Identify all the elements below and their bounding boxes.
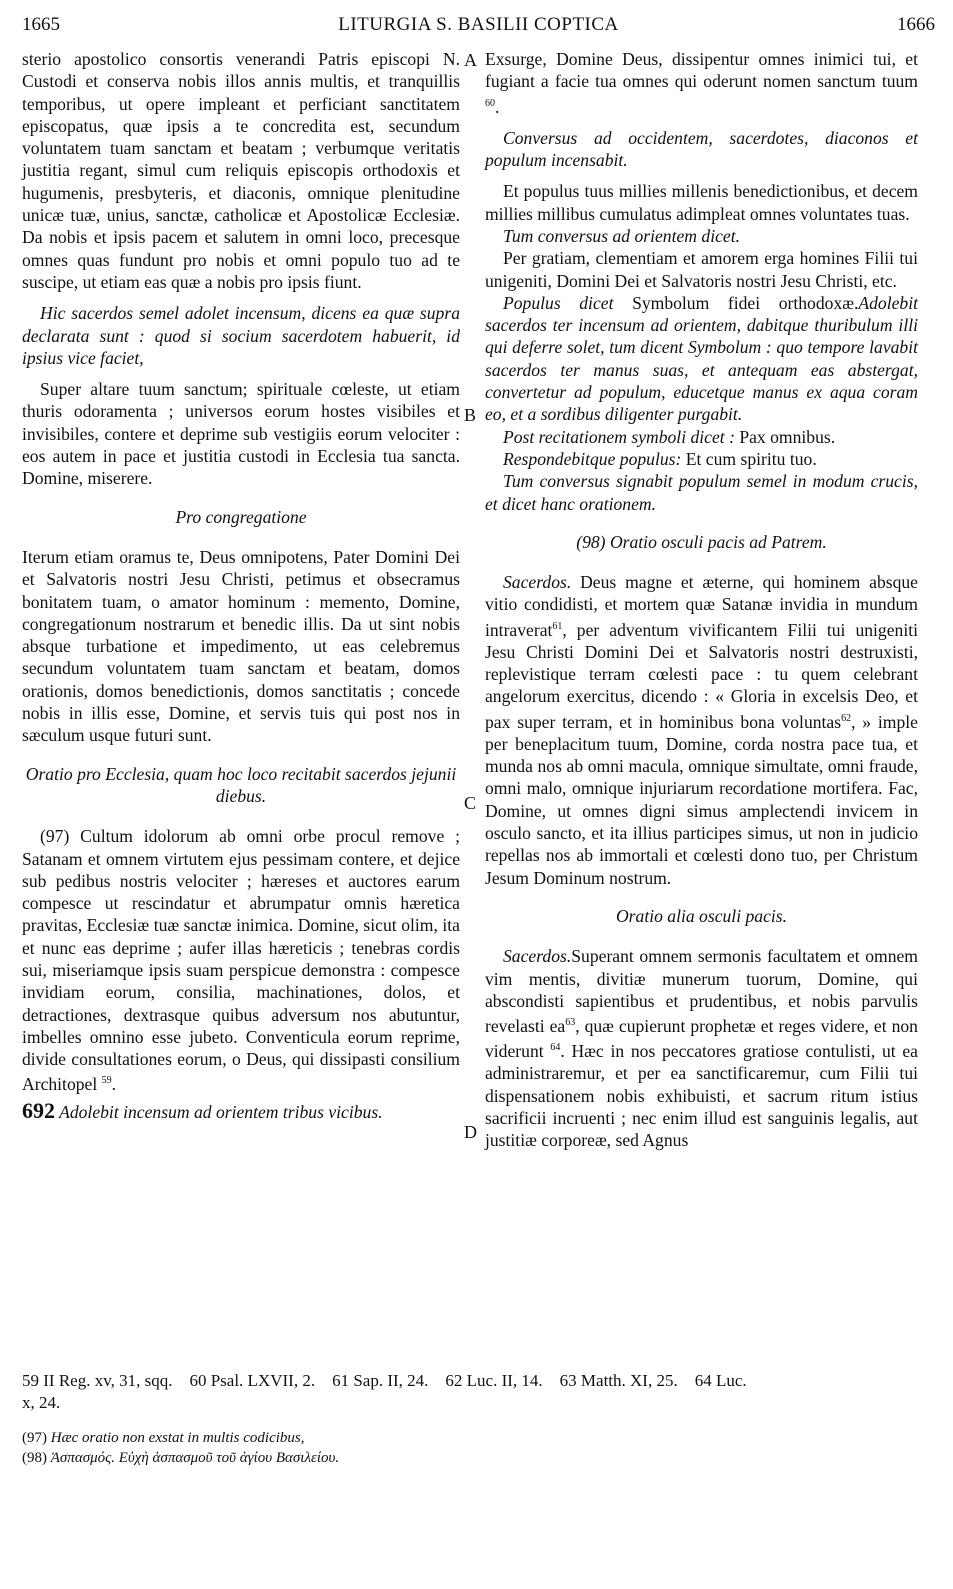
margin-letter-c: C <box>464 793 477 813</box>
paragraph: Super altare tuum sanctum; spirituale cœleste, ut etiam thuris odoramenta ; universos eorum hostes visibiles et invisibiles, contere et deprime sub vestigiis eorum velociter : eos autem in pace et justitia custodi in Ecclesia tua sancta. Domine, miserere. <box>22 379 460 489</box>
paragraph-text: , » imple per beneplacitum tuum, Domine, corda nostra pace tua, et munda nos ab omni macula, omnique simultate, omni fraude, omni malo, omnique injuriarum recordatione mortifera. Fac, Domine, ut omnes digni simus amplectendi invicem in osculo sancto, et ita illius participes simus, ut non in judicio repellas nos ab immortali et cœlesti dono tuo, per Christum Jesum Dominum nostrum. <box>485 711 918 888</box>
paragraph-text: Superant omnem sermonis facultatem et omnem vim mentis, divitiæ munerum tuorum, Domine, qui abscondisti sapientibus et prudentibus, et nobis parvulis revelasti ea <box>485 946 918 1037</box>
footnote-ref: 60 <box>485 97 495 109</box>
footnote-ref: 59 <box>101 1075 112 1087</box>
footnote-text: Hæc oratio non exstat in multis codicibus, <box>50 1430 305 1446</box>
rubric: Hic sacerdos semel adolet incensum, dicens ea quæ supra declarata sunt : quod si socium sacerdotem habuerit, id ipsius vice faciet, <box>22 303 460 368</box>
paragraph <box>485 292 918 426</box>
section-heading: Pro congregatione <box>175 506 307 527</box>
page-number-left: 1665 <box>22 14 60 35</box>
paragraph: Per gratiam, clementiam et amorem erga homines Filii tui unigeniti, Domini Dei et Salvatoris nostri Jesu Christi, etc. <box>485 248 918 291</box>
rubric <box>22 1097 460 1123</box>
column-number: 692 <box>22 1097 55 1123</box>
footnote: 62 Luc. II, 14. <box>445 1371 543 1390</box>
footnote-marker: (97) <box>22 1430 47 1446</box>
paragraph-text: , per adventum vivificantem Filii tui unigeniti Jesu Christi Domini Dei et Salvatoris nostri destruxisti, replevistique terram cœlesti pace : tu quem celebrant angelorum exercitus, dicendo : « Gloria in excelsis Deo, et pax super terram, et in hominibus bona voluntas <box>485 619 918 732</box>
rubric: Tum conversus signabit populum semel in modum crucis, et dicet hanc orationem. <box>485 471 918 514</box>
footnote: 61 Sap. II, 24. <box>332 1371 429 1390</box>
right-column <box>485 48 918 1152</box>
margin-letter-a: A <box>464 50 477 70</box>
rubric-lead: Respondebitque populus: <box>503 448 682 469</box>
footnote-continuation: x, 24. <box>22 1393 61 1412</box>
footnote: 59 II Reg. xv, 31, sqq. <box>22 1371 173 1390</box>
rubric: Tum conversus ad orientem dicet. <box>503 225 740 246</box>
footnote-ref: 63 <box>565 1017 576 1029</box>
rubric-lead: Post recitationem symboli dicet : <box>503 426 735 447</box>
paragraph-text: . Hæc in nos peccatores gratiose contulisti, ut ea administraremur, et per ea sanctificaremur, cum Filii tui dispensationem nobis exhibuisti, et sacrum ritum istius sacrificii incruenti ; nec enim illud est sanguinis legalis, aut justitiæ corporeæ, sed Agnus <box>485 1041 918 1151</box>
paragraph: Iterum etiam oramus te, Deus omnipotens, Pater Domini Dei et Salvatoris nostri Jesu Christi, petimus et obsecramus bonitatem tuam, o amator hominum : memento, Domine, congregationum nostrarum et benedic illis. Da ut sint nobis absque turbatione et impedimento, ut eas celebremus secundum voluntatem tuam sanctam et beatam, domos orationis, domos benedictionis, domos sanctitatis ; concede nobis in illis esse, Domine, et servis tuis qui post nos in sæculum usque futuri sunt. <box>22 546 460 746</box>
rubric-text: Adolebit sacerdos ter incensum ad orientem, dabitque thuribulum illi qui deferre solet, tum dicent Symbolum : quo tempore lavabit sacerdos ter manus suas, et antequam eas abstergat, convertetur ad populum, educetque manus ex aqua coram eo, et a sordibus diligenter purgabit. <box>485 292 919 425</box>
rubric-text: Adolebit incensum ad orientem tribus vicibus. <box>59 1101 383 1122</box>
paragraph: Exsurge, Domine Deus, dissipentur omnes inimici tui, et fugiant a facie tua omnes qui oderunt nomen sanctum tuum $^{60}$. <box>485 49 918 117</box>
footnote: 63 Matth. XI, 25. <box>559 1371 678 1390</box>
paragraph-text: Pax omnibus. <box>734 426 836 447</box>
footnote-ref: 64 <box>550 1042 561 1054</box>
paragraph <box>485 448 918 470</box>
paragraph-text: (97) Cultum idolorum ab omni orbe procul remove ; Satanam et omnem virtutem ejus pessimam contere, et dejice sub pedibus nostris velociter ; hæreses et auctores earum compesce ut rescindatur et abrumpatur omnis hæretica pravitas, Ecclesiæ tuæ sanctæ inimica. Domine, sicut olim, ita et nunc eas deprime ; aufer illas hæreticis ; tenebras cordis sui, miseriamque ipsis suam perspicue demonstra : compesce invidiam eorum, consilia, machinationes, dolos, et detractiones, dextrasque quibus adversum nos abutuntur, imbelles omnino esse jubeto. Conventicula eorum reprime, divide consultationes eorum, o Deus, qui dissipasti consilium Architopel <box>22 826 460 1095</box>
paragraph-text: Deus magne et æterne, qui hominem absque vitio condidisti, et mortem quæ Satanæ invidia in mundum intraverat <box>485 572 918 640</box>
running-title: LITURGIA S. BASILII COPTICA <box>338 14 619 35</box>
footnote: 60 Psal. LXVII, 2. <box>189 1371 316 1390</box>
paragraph-text: Et cum spiritu tuo. <box>681 448 817 469</box>
rubric-lead: Populus dicet <box>503 292 614 313</box>
footnote: 64 Luc. <box>694 1371 747 1390</box>
speaker: Sacerdos. <box>503 946 572 967</box>
margin-letter-d: D <box>464 1122 477 1142</box>
footnote <box>22 1448 927 1468</box>
paragraph-text: , quæ cupierunt prophetæ et reges videre, et non viderunt <box>485 1016 918 1062</box>
paragraph: Et populus tuus millies millenis benedictionibus, et decem millies millibus cumulatus adimpleat omnes voluntates tuas. <box>485 181 918 224</box>
footnote-ref: 62 <box>841 712 852 724</box>
footnote-ref: 61 <box>552 620 563 632</box>
footnote <box>22 1428 927 1448</box>
margin-letter-b: B <box>464 405 477 425</box>
page-number-right: 1666 <box>897 14 935 35</box>
paragraph <box>485 945 918 1151</box>
paragraph: (97) Cultum idolorum ab omni orbe procul remove ; Satanam et omnem virtutem ejus pessimam contere, et dejice sub pedibus nostris velociter ; hæreses et auctores earum compesce ut rescindatur et abrumpatur omnis hæretica pravitas, Ecclesiæ tuæ sanctæ inimica. Domine, sicut olim, ita et nunc eas deprime ; aufer illas hæreticis ; tenebras cordis sui, miseriamque ipsis suam perspicue demonstra : compesce invidiam eorum, consilia, machinationes, dolos, et detractiones, dextrasque quibus adversum nos abutuntur, imbelles omnino esse jubeto. Conventicula eorum reprime, divide consultationes eorum, o Deus, qui dissipasti consilium Architopel $^{59}$. <box>22 826 460 1095</box>
rubric: Conversus ad occidentem, sacerdotes, diaconos et populum incensabit. <box>485 127 918 171</box>
speaker: Sacerdos. <box>503 572 572 593</box>
footnote-marker: (98) <box>22 1450 47 1466</box>
paragraph-text: Symbolum fidei orthodoxæ. <box>613 292 859 313</box>
page-header <box>22 14 935 40</box>
footnote-text: Ἀσπασμός. Εὐχὴ ἀσπασμοῦ τοῦ ἁγίου Βασιλείου. <box>50 1450 340 1466</box>
paragraph: sterio apostolico consortis venerandi Patris episcopi N. Custodi et conserva nobis illos annis multis, et tranquillis temporibus, ut opere impleant et perficiant sanctitatem episcopatus, quæ ipsis a te concredita est, secundum voluntatem tuam sanctam et beatam ; verbumque veritatis justitia regant, simul cum reliquis episcopis orthodoxis et hugumenis, presbyteris, et diaconis, omnique plenitudine unicæ tuæ, unius, sanctæ, catholicæ et Apostolicæ Ecclesiæ. Da nobis et ipsis pacem et salutem in omni loco, precesque omnes quas fundunt pro nobis et omni populo tuo ad te suscipe, ut etiam eas quæ a nobis pro ipsis fiunt. <box>22 49 460 292</box>
paragraph-text: Exsurge, Domine Deus, dissipentur omnes inimici tui, et fugiant a facie tua omnes qui oderunt nomen sanctum tuum <box>485 49 918 92</box>
paragraph <box>485 426 918 448</box>
footnotes <box>22 1370 927 1468</box>
section-heading: (98) Oratio osculi pacis ad Patrem. <box>576 531 827 552</box>
section-heading: Oratio pro Ecclesia, quam hoc loco recitabit sacerdos jejunii diebus. <box>25 763 457 806</box>
left-column <box>22 48 460 1123</box>
paragraph <box>485 571 918 889</box>
scripture-references <box>22 1370 927 1392</box>
section-heading: Oratio alia osculi pacis. <box>615 905 788 926</box>
